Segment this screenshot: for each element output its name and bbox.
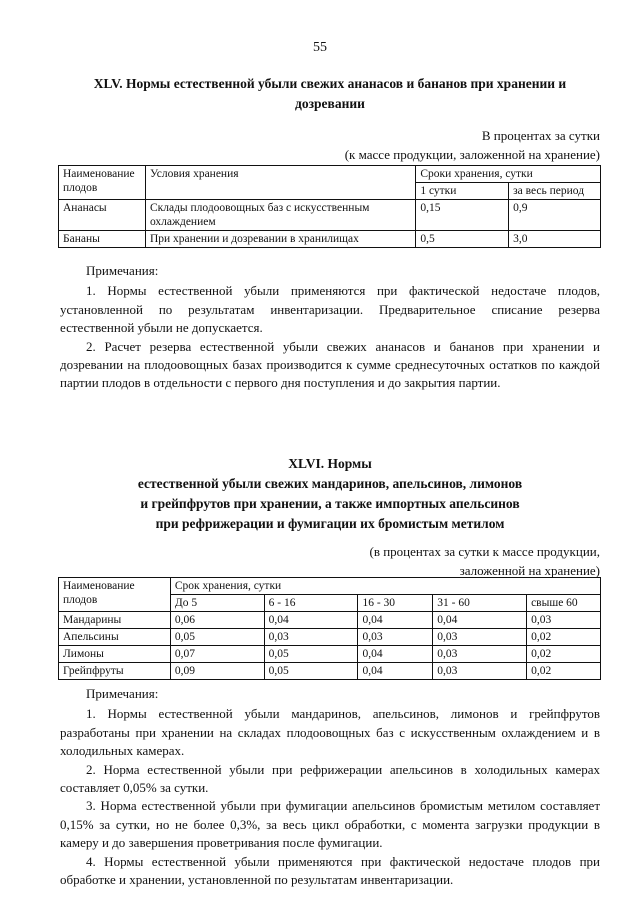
- section-xlvi-title: [40, 454, 620, 534]
- table-header-period: 16 - 30: [358, 595, 433, 612]
- table-header-period: 6 - 16: [264, 595, 358, 612]
- section-xlv-title-line1: XLV. Нормы естественной убыли свежих ананасов и бананов при хранении и: [93, 76, 567, 91]
- section-xlvi-notes: [60, 685, 600, 889]
- section-xlv-title: [40, 74, 620, 114]
- table-header-storage: Сроки хранения, сутки: [416, 166, 601, 183]
- table-row: [59, 646, 601, 663]
- table-cell-value: 0,02: [527, 629, 601, 646]
- section-xlvi-title-line4: при рефрижерации и фумигации их бромистым метилом: [155, 516, 505, 531]
- section-xlvi-title-line2: естественной убыли свежих мандаринов, апельсинов, лимонов: [137, 476, 523, 491]
- section-xlvi-title-line1: XLVI. Нормы: [288, 456, 372, 471]
- table-cell-period: 3,0: [509, 231, 601, 248]
- table-header-conditions: Условия хранения: [145, 166, 415, 200]
- table-row: [59, 663, 601, 680]
- table-cell-day1: 0,5: [416, 231, 509, 248]
- table-cell-value: 0,04: [264, 612, 358, 629]
- table-cell-value: 0,03: [433, 646, 527, 663]
- table-row: [59, 612, 601, 629]
- table-cell-name: Грейпфруты: [59, 663, 171, 680]
- note-item: 4. Нормы естественной убыли применяются при фактической недостаче плодов при обработке и хранении, установленной по результатам инвентаризации.: [60, 853, 600, 888]
- table-header-storage: Срок хранения, сутки: [170, 578, 600, 595]
- table-cell-value: 0,03: [527, 612, 601, 629]
- table-cell-value: 0,04: [358, 612, 433, 629]
- table-header-day1: 1 сутки: [416, 183, 509, 200]
- table-cell-value: 0,03: [433, 629, 527, 646]
- table-row: [59, 200, 601, 231]
- table-xlv: [58, 165, 601, 248]
- table-xlvi: [58, 577, 601, 680]
- table-cell-day1: 0,15: [416, 200, 509, 231]
- table-cell-name: Мандарины: [59, 612, 171, 629]
- unit-line2: заложенной на хранение): [459, 563, 600, 578]
- table-cell-name: Ананасы: [59, 200, 146, 231]
- section-xlv-title-line2: дозревании: [295, 96, 365, 111]
- table-header-period: 31 - 60: [433, 595, 527, 612]
- table-header-name: Наименование плодов: [59, 578, 171, 612]
- table-cell-value: 0,05: [264, 646, 358, 663]
- table-cell-value: 0,03: [264, 629, 358, 646]
- table-cell-period: 0,9: [509, 200, 601, 231]
- table-cell-name: Лимоны: [59, 646, 171, 663]
- table-cell-name: Апельсины: [59, 629, 171, 646]
- section-xlvi-title-line3: и грейпфрутов при хранении, а также импортных апельсинов: [140, 496, 520, 511]
- unit-line1: (в процентах за сутки к массе продукции,: [369, 544, 600, 559]
- section-xlv-unit: [200, 126, 600, 164]
- note-item: 2. Расчет резерва естественной убыли свежих ананасов и бананов при хранении и дозревании на плодоовощных базах производится к сумме среднесуточных остатков по каждой партии плодов в отдельности с первого дня поступления и до закрытия партии.: [60, 338, 600, 391]
- note-item: 1. Нормы естественной убыли применяются при фактической недостаче плодов, установленной по результатам инвентаризации. Предварительное списание резерва естественной убыли не допускается.: [60, 283, 600, 336]
- section-xlvi-unit: [200, 542, 600, 580]
- table-header-name: Наименование плодов: [59, 166, 146, 200]
- table-cell-value: 0,02: [527, 646, 601, 663]
- table-cell-value: 0,07: [170, 646, 264, 663]
- unit-line2: (к массе продукции, заложенной на хранение): [344, 147, 600, 162]
- table-cell-conditions: Склады плодоовощных баз с искусственным охлаждением: [145, 200, 415, 231]
- table-header-period: До 5: [170, 595, 264, 612]
- notes-title: Примечания:: [86, 263, 159, 278]
- table-header-period: за весь период: [509, 183, 601, 200]
- notes-title: Примечания:: [86, 686, 159, 701]
- table-cell-value: 0,02: [527, 663, 601, 680]
- page-number: 55: [313, 40, 327, 55]
- table-header-period: свыше 60: [527, 595, 601, 612]
- table-cell-value: 0,04: [358, 646, 433, 663]
- unit-line1: В процентах за сутки: [481, 128, 600, 143]
- table-cell-value: 0,04: [358, 663, 433, 680]
- table-cell-conditions: При хранении и дозревании в хранилищах: [145, 231, 415, 248]
- section-xlv-notes: [60, 262, 600, 393]
- table-cell-value: 0,03: [433, 663, 527, 680]
- table-row: [59, 629, 601, 646]
- note-item: 3. Норма естественной убыли при фумигации апельсинов бромистым метилом составляет 0,15% за сутки, но не более 0,3%, за весь цикл обработки, с момента загрузки продукции в камеру и до завершения проветривания после фумигации.: [60, 798, 600, 851]
- table-cell-value: 0,06: [170, 612, 264, 629]
- note-item: 2. Норма естественной убыли при рефрижерации апельсинов в холодильных камерах составляет 0,05% за сутки.: [60, 761, 600, 796]
- table-cell-value: 0,03: [358, 629, 433, 646]
- table-cell-value: 0,05: [170, 629, 264, 646]
- table-cell-value: 0,05: [264, 663, 358, 680]
- table-cell-name: Бананы: [59, 231, 146, 248]
- table-cell-value: 0,04: [433, 612, 527, 629]
- note-item: 1. Нормы естественной убыли мандаринов, апельсинов, лимонов и грейпфрутов разработаны при хранении на складах плодоовощных баз с искусственным охлаждением и в холодильных камерах.: [60, 706, 600, 759]
- table-row: [59, 231, 601, 248]
- table-cell-value: 0,09: [170, 663, 264, 680]
